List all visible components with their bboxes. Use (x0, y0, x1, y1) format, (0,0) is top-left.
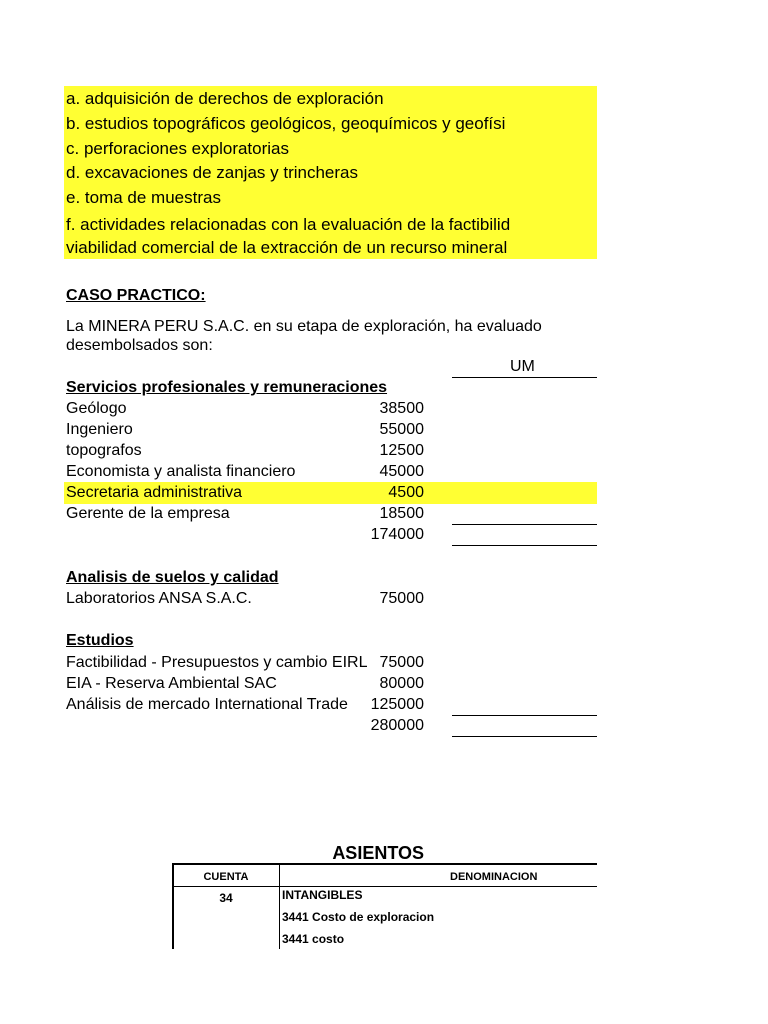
activity-e: e. toma de muestras (66, 188, 221, 207)
item-label: Análisis de mercado International Trade (66, 696, 348, 713)
item-value: 18500 (379, 505, 424, 522)
subtotal-rule (452, 524, 597, 525)
item-value: 80000 (379, 675, 424, 692)
entry-description: 3441 Costo de exploracion (282, 910, 435, 924)
section-title-services: Servicios profesionales y remuneraciones (66, 379, 388, 396)
item-label: topografos (66, 442, 142, 459)
item-value: 38500 (379, 400, 424, 417)
subtotal-rule (452, 715, 597, 716)
entry-description: INTANGIBLES (282, 888, 363, 902)
item-label: Secretaria administrativa (66, 484, 243, 501)
case-title: CASO PRACTICO: (66, 287, 206, 304)
column-header-account: CUENTA (203, 871, 249, 883)
activity-d: d. excavaciones de zanjas y trincheras (66, 163, 358, 182)
table-column-divider (279, 863, 280, 949)
section-title-soil: Analisis de suelos y calidad (66, 569, 279, 586)
activity-f: f. actividades relacionadas con la evaluación de la factibilid (66, 215, 511, 234)
activity-a: a. adquisición de derechos de exploración (66, 89, 384, 108)
section-total: 280000 (370, 717, 424, 734)
activity-f-continued: viabilidad comercial de la extracción de un recurso mineral (66, 238, 508, 257)
item-label: Ingeniero (66, 421, 133, 438)
activity-b: b. estudios topográficos geológicos, geoquímicos y geofísi (66, 114, 506, 133)
section-total: 174000 (370, 526, 424, 543)
column-header-description: DENOMINACION (450, 871, 538, 883)
table-header-border (172, 886, 597, 887)
section-title-studies: Estudios (66, 632, 134, 649)
unit-header: UM (510, 358, 535, 375)
item-value: 55000 (379, 421, 424, 438)
table-top-border (172, 863, 597, 865)
item-label: Geólogo (66, 400, 127, 417)
entries-title: ASIENTOS (332, 843, 424, 863)
item-value: 75000 (379, 590, 424, 607)
item-value: 75000 (379, 654, 424, 671)
item-label: EIA - Reserva Ambiental SAC (66, 675, 277, 692)
item-value: 125000 (370, 696, 424, 713)
item-value: 12500 (379, 442, 424, 459)
case-intro-line1: La MINERA PERU S.A.C. en su etapa de exploración, ha evaluado (66, 318, 542, 335)
item-label: Gerente de la empresa (66, 505, 230, 522)
activity-c: c. perforaciones exploratorias (66, 139, 290, 158)
entry-description: 3441 costo (282, 932, 345, 946)
item-label: Economista y analista financiero (66, 463, 296, 480)
item-value: 45000 (379, 463, 424, 480)
item-label: Laboratorios ANSA S.A.C. (66, 590, 252, 607)
item-value: 4500 (388, 484, 424, 501)
case-intro-line2: desembolsados son: (66, 337, 213, 354)
total-underline (452, 545, 597, 546)
entry-account: 34 (219, 891, 233, 905)
total-underline (452, 736, 597, 737)
item-label: Factibilidad - Presupuestos y cambio EIRL (66, 654, 368, 671)
unit-header-rule (452, 377, 597, 378)
